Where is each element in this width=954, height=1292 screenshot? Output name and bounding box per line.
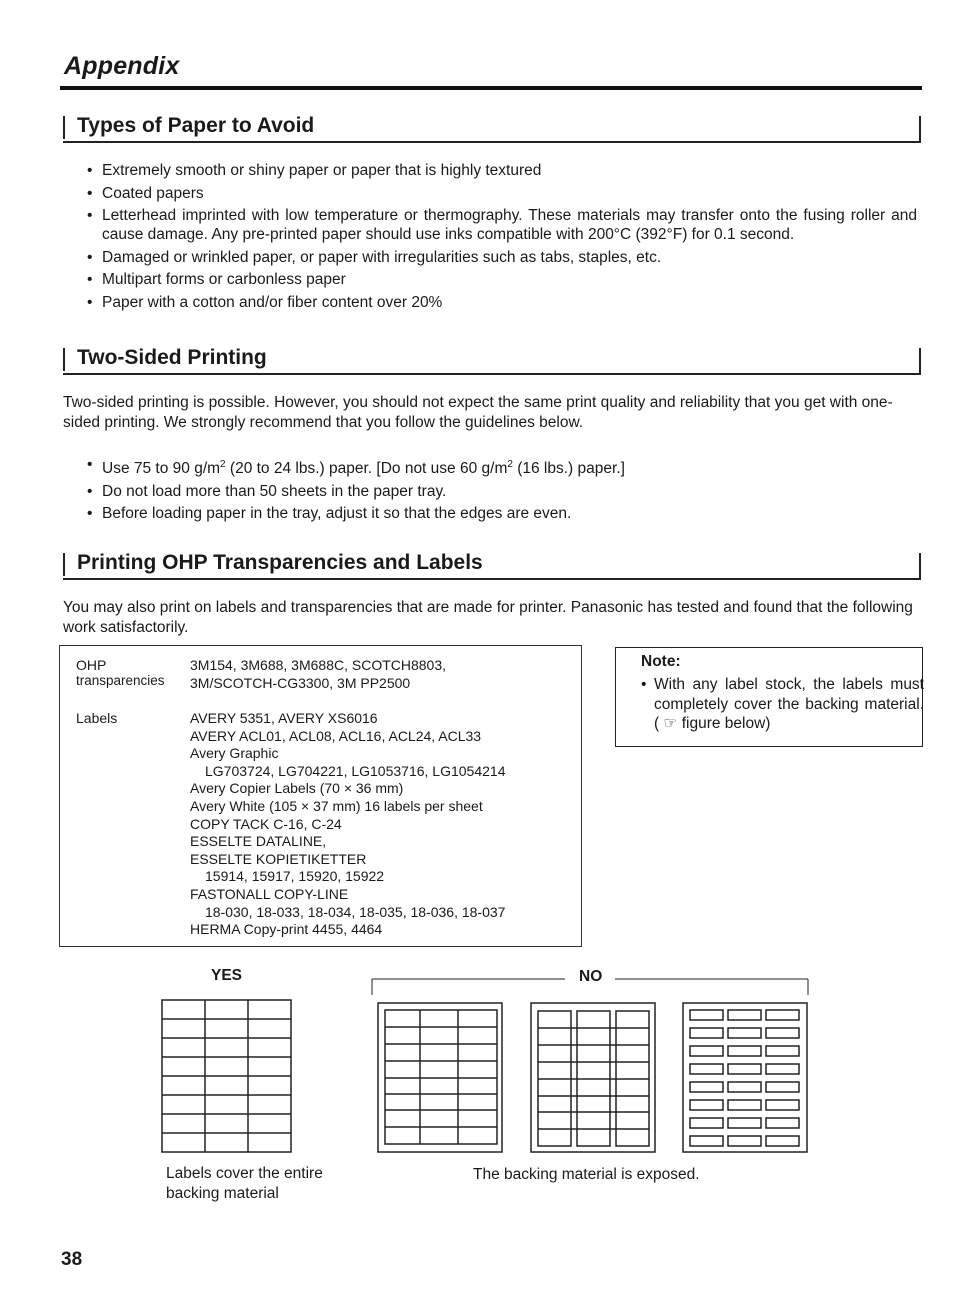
text-run: (20 to 24 lbs.) paper. [Do not use 60 g/m [225,460,508,478]
list-item: • Paper with a cotton and/or fiber content over 20% [87,293,917,312]
table-key-labels: Labels [76,710,118,726]
yes-label-sheet [162,1000,291,1152]
section-title: Printing OHP Transparencies and Labels [77,551,483,574]
no-caption: The backing material is exposed. [473,1166,700,1183]
section-title: Types of Paper to Avoid [77,114,315,137]
table-cell: Avery Graphic [190,745,279,762]
superscript: 2 [220,459,226,470]
note-title: Note: [641,653,681,670]
table-cell: Avery White (105 × 37 mm) 16 labels per sheet [190,797,483,814]
no-label: NO [579,968,603,985]
section-title: Two-Sided Printing [77,346,267,369]
yes-label: YES [211,967,243,984]
list-item: • Extremely smooth or shiny paper or paper that is highly textured [87,161,917,180]
table-cell: AVERY ACL01, ACL08, ACL16, ACL24, ACL33 [190,727,482,744]
table-cell: Avery Copier Labels (70 × 36 mm) [190,780,404,797]
small-labels [690,1010,799,1146]
list-item: • Damaged or wrinkled paper, or paper with irregularities such as tabs, staples, etc. [87,248,917,267]
table-cell: COPY TACK C-16, C-24 [190,815,342,832]
text-run: With any label stock, the labels must completely cover the backing material. ( [654,676,924,732]
table-cell: LG703724, LG704221, LG1053716, LG1054214 [205,762,506,779]
list-item: • Do not load more than 50 sheets in the paper tray. [87,482,917,501]
page-number: 38 [61,1249,83,1270]
table-cell: ESSELTE DATALINE, [190,833,327,850]
table-cell: FASTONALL COPY-LINE [190,885,349,902]
table-cell: 15914, 15917, 15920, 15922 [205,868,385,885]
no-label-sheet-3 [683,1003,807,1152]
text-run: (16 lbs.) paper.] [512,460,625,478]
list-item: • Before loading paper in the tray, adjust it so that the edges are even. [87,504,917,523]
yes-caption: Labels cover the entire backing material [166,1165,323,1202]
table-cell: ESSELTE KOPIETIKETTER [190,850,367,867]
no-label-sheet-1 [378,1003,502,1152]
table-cell: HERMA Copy-print 4455, 4464 [190,921,383,938]
list-item: • Multipart forms or carbonless paper [87,270,917,289]
list-item: • Coated papers [87,184,917,203]
no-label-sheet-2 [531,1003,655,1152]
table-cell: 18-030, 18-033, 18-034, 18-035, 18-036, 18-037 [205,903,506,920]
superscript: 2 [507,459,513,470]
pointing-hand-icon: ☞ [663,715,678,732]
table-cell: 3M/SCOTCH-CG3300, 3M PP2500 [190,674,411,691]
text-run: Use 75 to 90 g/m [102,460,221,478]
table-cell: 3M154, 3M688, 3M688C, SCOTCH8803, [190,657,447,673]
text-run: figure below) [677,715,771,732]
table-cell: AVERY 5351, AVERY XS6016 [190,710,378,726]
chapter-title: Appendix [64,52,180,80]
ohp-labels-intro: You may also print on labels and transparencies that are made for printer. Panasonic has tested and found that the following work satisfactorily. [63,599,913,636]
table-key-line: OHP [76,657,107,673]
list-item: • Letterhead imprinted with low temperature or thermography. These materials may transfer onto the fusing roller and cause damage. Any pre-printed paper should use inks compatible with 200°C (392°F) for 0.1 second. [87,206,917,244]
two-sided-intro: Two-sided printing is possible. However, you should not expect the same print quality and reliability that you get with one-sided printing. We strongly recommend that you follow the guidelines below. [63,394,893,431]
table-key-line: transparencies [76,673,165,688]
